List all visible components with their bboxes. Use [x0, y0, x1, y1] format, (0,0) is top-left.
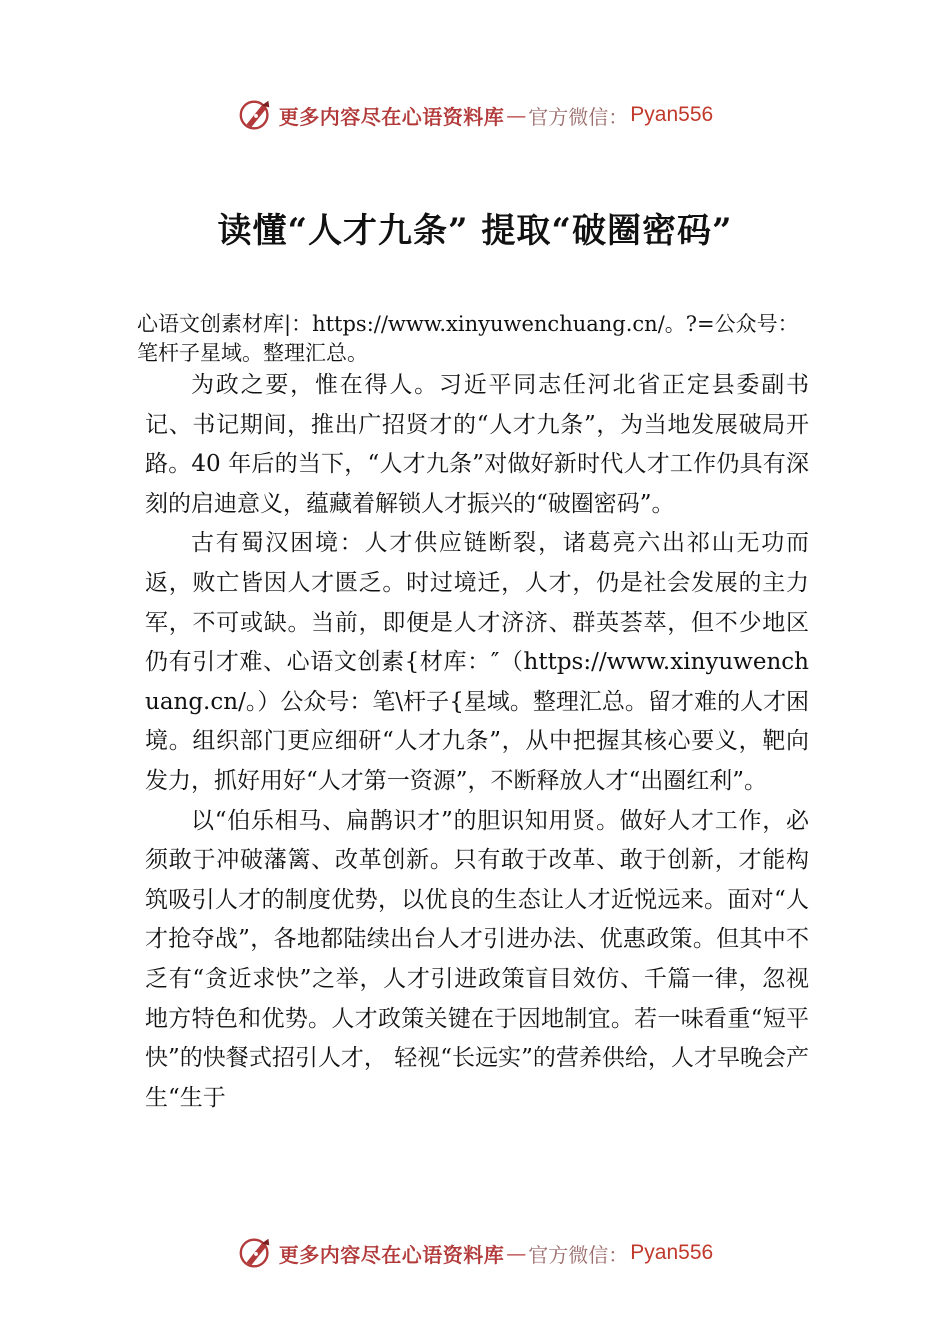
banner-wechat-id: Pyan556	[630, 1241, 714, 1264]
banner-text: 更多内容尽在心语资料库	[278, 1242, 505, 1267]
source-line: 心语文创素材库|：https://www.xinyuwenchuang.cn/。?=公众号：笔杆子星域。整理汇总。	[137, 312, 799, 365]
paragraph: 以“伯乐相马、扁鹊识才”的胆识知用贤。做好人才工作，必须敢于冲破藩篱、改革创新。只有敢于改革、敢于创新，才能构筑吸引人才的制度优势，以优良的生态让人才近悦远来。面对“人才抢夺战”，各地都陆续出台人才引进办法、优惠政策。但其中不乏有“贪近求快”之举，人才引进政策盲目效仿、千篇一律，忽视地方特色和优势。人才政策关键在于因地制宜。若一味看重“短平快”的快餐式招引人才， 轻视“长远实”的营养供给，人才早晚会产生“生于	[145, 807, 809, 1111]
paragraph: 古有蜀汉困境：人才供应链断裂，诸葛亮六出祁山无功而返，败亡皆因人才匮乏。时过境迁，人才，仍是社会发展的主力军，不可或缺。当前，即便是人才济济、群英荟萃，但不少地区仍有引才难、心语文创素{材库：″（https://www.xinyuwenchuang.cn/。）公众号：笔\杆子{星域。整理汇总。留才难的人才困境。组织部门更应细研“人才九条”，从中把握其核心要义，靶向发力，抓好用好“人才第一资源”，不断释放人才“出圈红利”。	[145, 530, 809, 794]
banner-dash: —	[506, 1241, 527, 1265]
banner-text: 更多内容尽在心语资料库	[278, 104, 505, 129]
pen-nib-logo-icon	[237, 96, 275, 134]
header-banner	[0, 95, 950, 135]
document-title: 读懂“人才九条” 提取“破圈密码”	[217, 211, 733, 251]
document-body	[145, 366, 809, 1118]
banner-wechat-label: 官方微信：	[528, 104, 629, 129]
banner-wechat-id: Pyan556	[630, 103, 714, 126]
banner-wechat-label: 官方微信：	[528, 1242, 629, 1267]
pen-nib-logo-icon	[237, 1234, 275, 1272]
footer-banner	[0, 1233, 950, 1273]
paragraph: 为政之要，惟在得人。习近平同志任河北省正定县委副书记、书记期间，推出广招贤才的“人才九条”，为当地发展破局开路。40 年后的当下，“人才九条”对做好新时代人才工作仍具有深刻的启迪意义，蕴藏着解锁人才振兴的“破圈密码”。	[145, 372, 809, 517]
banner-dash: —	[506, 103, 527, 127]
